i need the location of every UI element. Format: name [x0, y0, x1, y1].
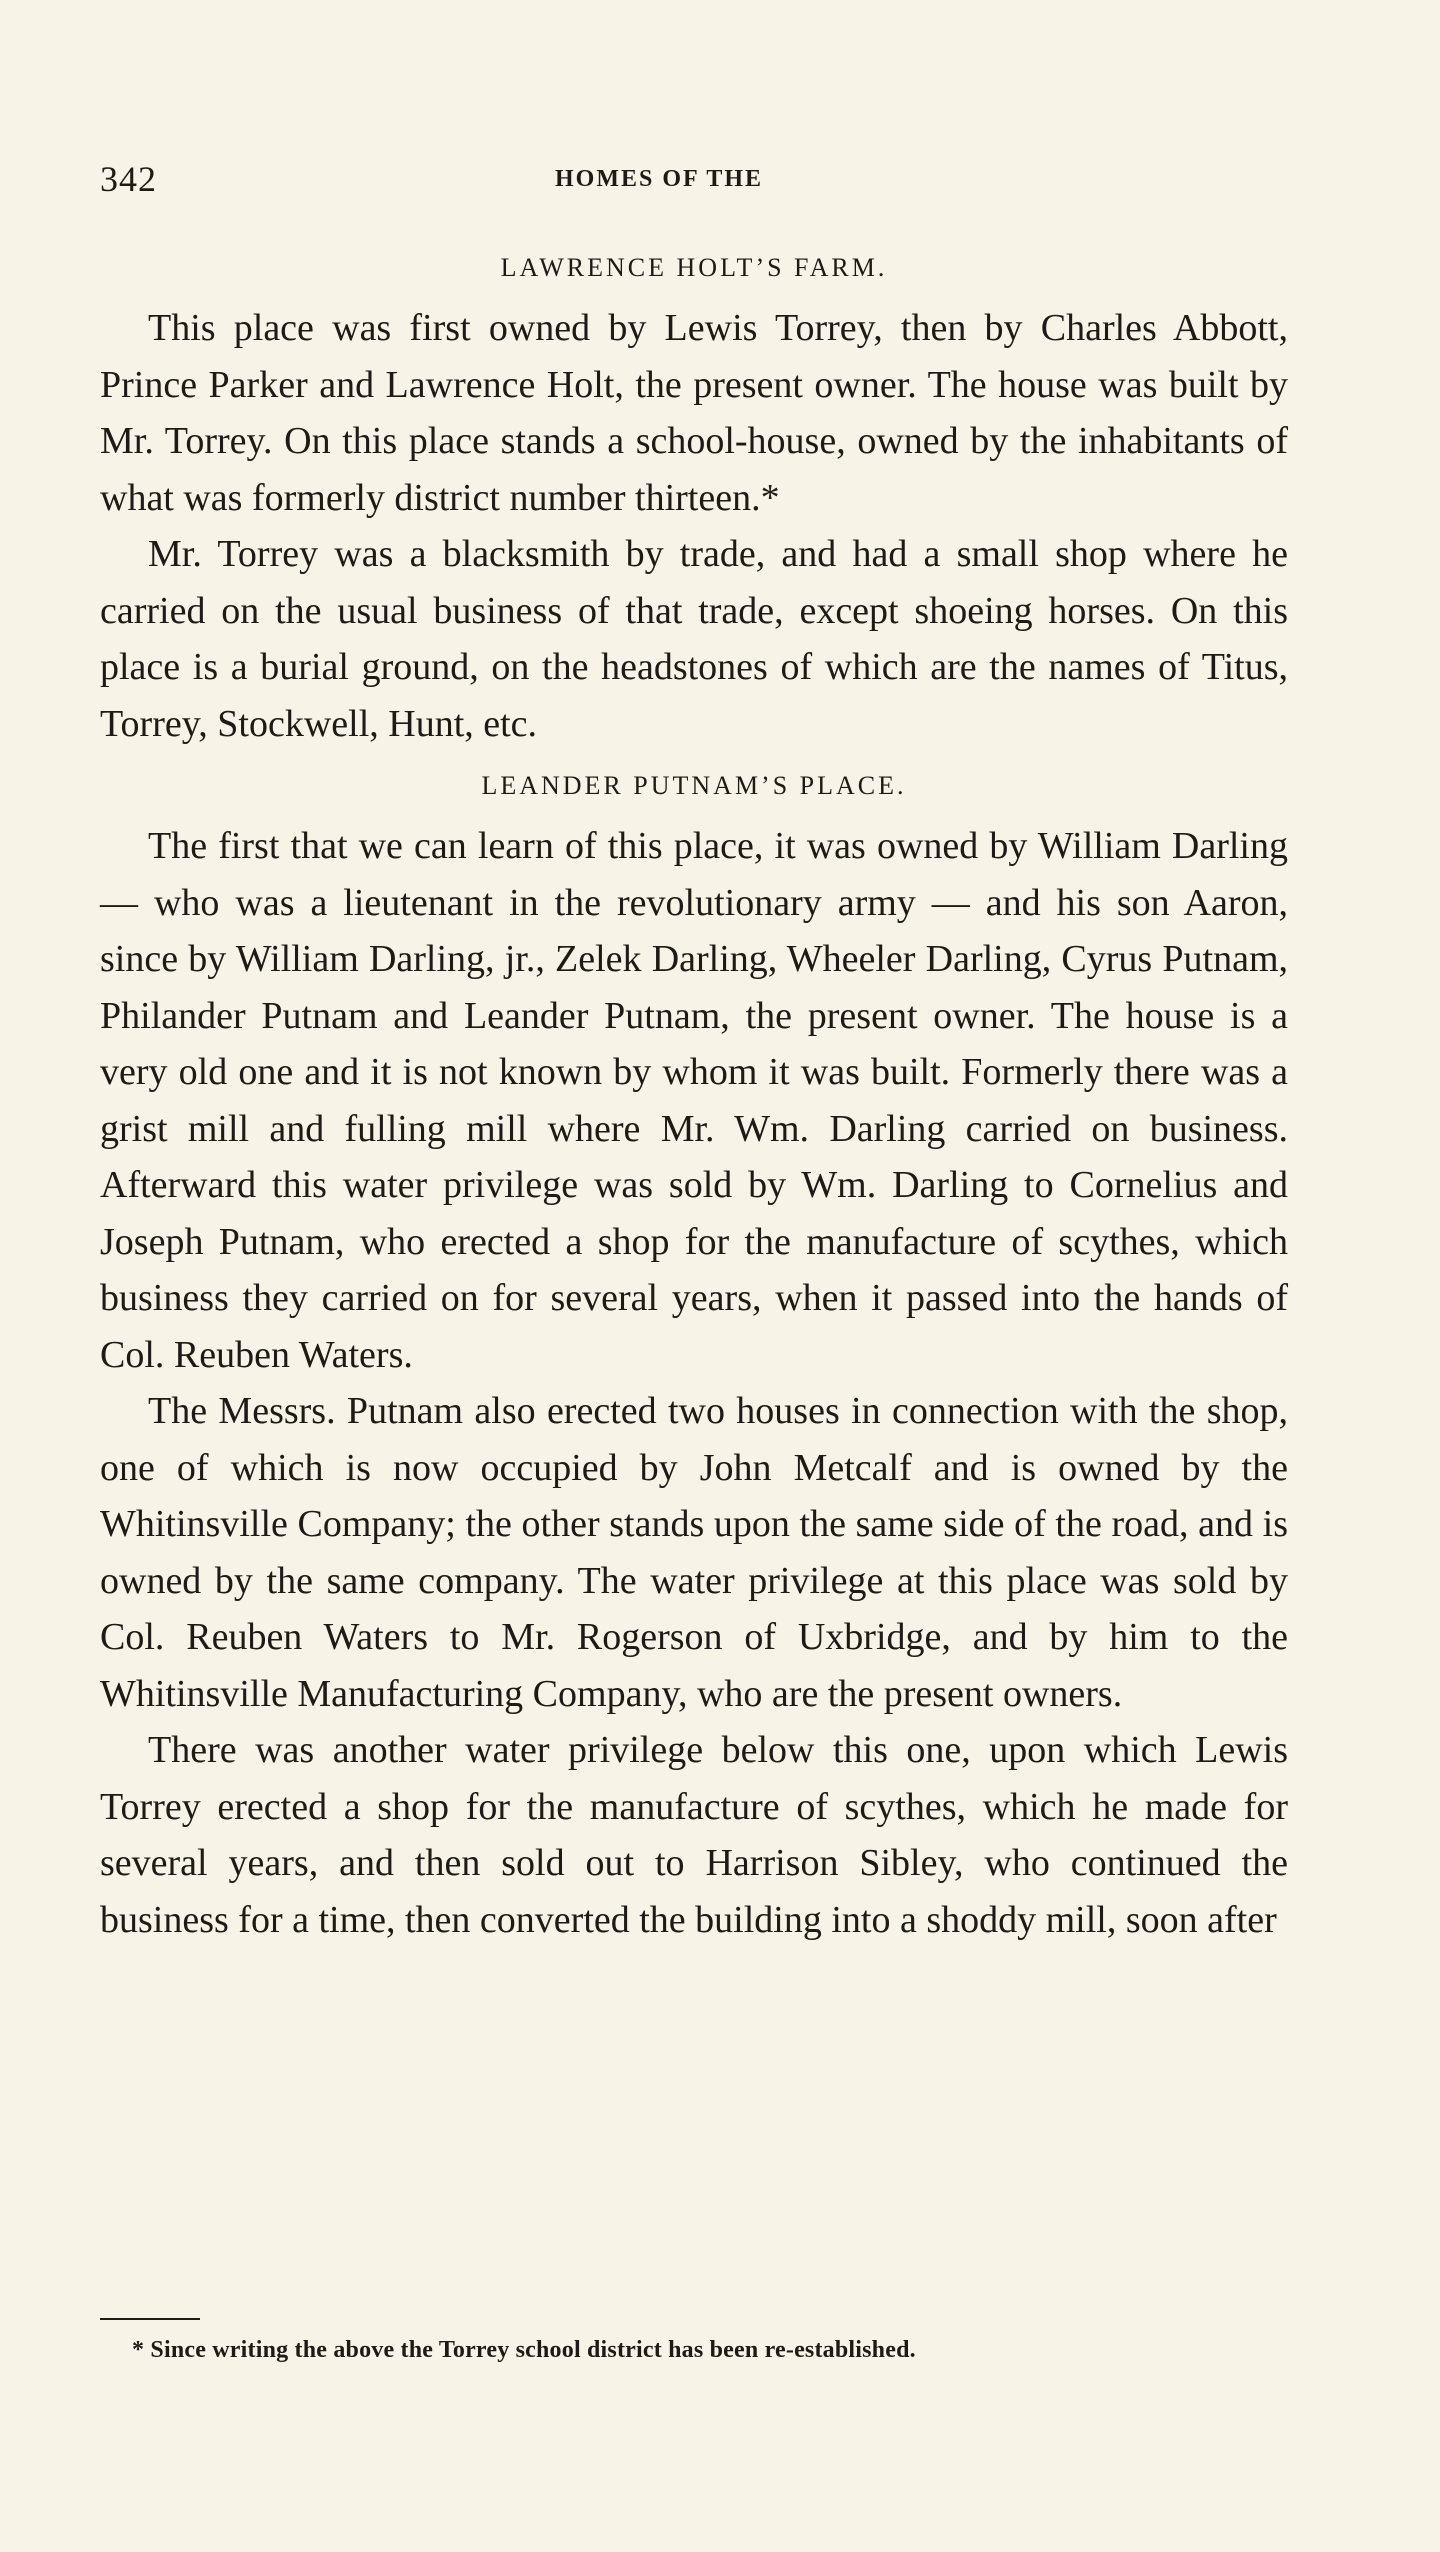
section-heading-holt: LAWRENCE HOLT’S FARM. — [500, 253, 888, 282]
body-text — [100, 248, 1288, 1948]
footnote-divider — [100, 2318, 200, 2320]
paragraph: The Messrs. Putnam also erected two houses in connection with the shop, one of which is now occupied by John Metcalf and is owned by the Whitinsville Company; the other stands upon the same side of the road, and is owned by the same company. The water privilege at this place was sold by Col. Reuben Waters to Mr. Rogerson of Uxbridge, and by him to the Whitinsville Manufacturing Company, who are the present owners. — [100, 1390, 1288, 1715]
paragraph: This place was first owned by Lewis Torrey, then by Charles Abbott, Prince Parker and Lawrence Holt, the present owner. The house was built by Mr. Torrey. On this place stands a school-house, owned by the inhabitants of what was formerly district number thirteen.* — [100, 307, 1288, 519]
paragraph: The first that we can learn of this place, it was owned by William Darling — who was a lieutenant in the revolutionary army — and his son Aaron, since by William Darling, jr., Zelek Darling, Wheeler Darling, Cyrus Putnam, Philander Putnam and Leander Putnam, the present owner. The house is a very old one and it is not known by whom it was built. Formerly there was a grist mill and fulling mill where Mr. Wm. Darling carried on business. Afterward this water privilege was sold by Wm. Darling to Cornelius and Joseph Putnam, who erected a shop for the manufacture of scythes, which business they carried on for several years, when it passed into the hands of Col. Reuben Waters. — [100, 825, 1288, 1376]
running-head-title: HOMES OF THE — [555, 166, 764, 192]
running-head — [100, 158, 1280, 208]
footnote: * Since writing the above the Torrey school district has been re-established. — [132, 2337, 916, 2363]
section-heading-putnam: LEANDER PUTNAM’S PLACE. — [481, 771, 907, 800]
paragraph: There was another water privilege below this one, upon which Lewis Torrey erected a shop for the manufacture of scythes, which he made for several years, and then sold out to Harrison Sibley, who continued the business for a time, then converted the building into a shoddy mill, soon after — [100, 1729, 1288, 1941]
page-number: 342 — [100, 159, 157, 199]
paragraph: Mr. Torrey was a blacksmith by trade, and had a small shop where he carried on the usual business of that trade, except shoeing horses. On this place is a burial ground, on the headstones of which are the names of Titus, Torrey, Stockwell, Hunt, etc. — [100, 533, 1288, 745]
